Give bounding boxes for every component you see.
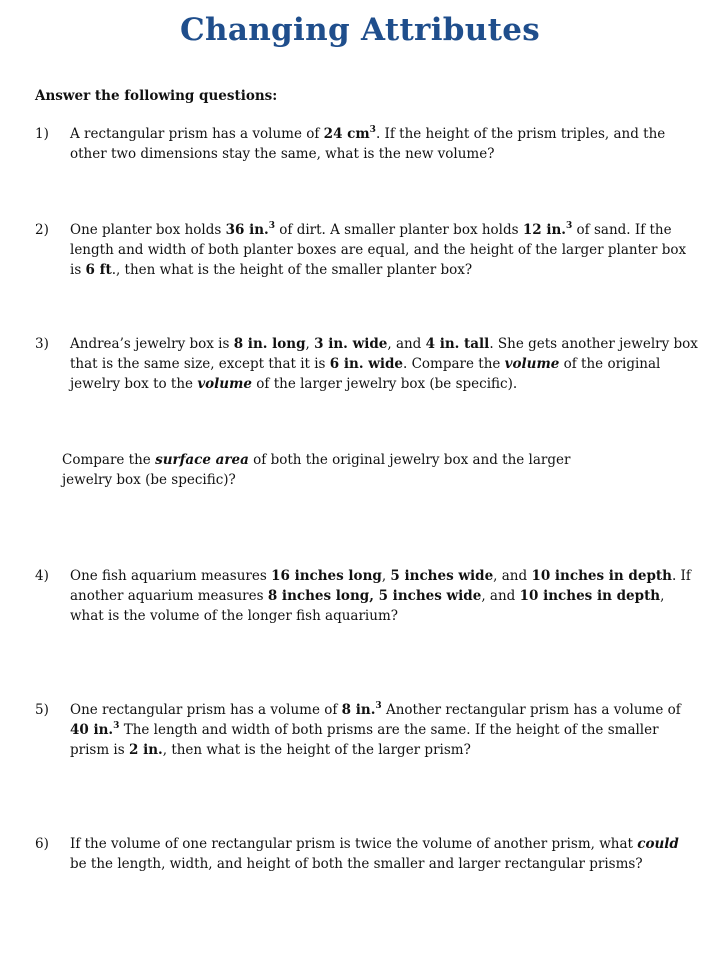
question-number: 3) — [35, 336, 49, 352]
question-text: One fish aquarium measures 16 inches long, 5 inches wide, and 10 inches in depth. If another aquarium measures 8 inches long, 5 inches wide, and 10 inches in depth, what is the volume of the longer fish aquarium? — [70, 568, 691, 624]
question-3-followup: Compare the surface area of both the original jewelry box and the larger jewelry box (be specific)? — [62, 452, 571, 488]
question-number: 1) — [35, 126, 49, 142]
question-text: One rectangular prism has a volume of 8 in.$^3$ Another rectangular prism has a volume of 40 in.$^3$ The length and width of both prisms are the same. If the height of the smaller prism is 2 in., then what is the height of the larger prism? — [70, 701, 681, 758]
question-text: Andrea’s jewelry box is 8 in. long, 3 in. wide, and 4 in. tall. She gets another jewelry box that is the same size, except that it is 6 in. wide. Compare the volume of the original jewelry box to the volume of the larger jewelry box (be specific). — [70, 336, 698, 392]
question-text: A rectangular prism has a volume of 24 $cm^3$. If the height of the prism triples, and the other two dimensions stay the same, what is the new volume? — [70, 125, 666, 162]
question-number: 2) — [35, 222, 49, 238]
question-number: 5) — [35, 702, 49, 718]
instructions-heading: Answer the following questions: — [35, 88, 278, 104]
question-text: One planter box holds 36 in.$^3$ of dirt. A smaller planter box holds 12 in.$^3$ of sand. If the length and width of both planter boxes are equal, and the height of the larger planter box is 6 ft., then what is the height of the smaller planter box? — [70, 221, 687, 278]
worksheet-title: Changing Attributes — [180, 12, 540, 48]
question-text: If the volume of one rectangular prism is twice the volume of another prism, what could be the length, width, and height of both the smaller and larger rectangular prisms? — [70, 836, 679, 872]
question-number: 4) — [35, 568, 49, 584]
question-number: 6) — [35, 836, 49, 852]
